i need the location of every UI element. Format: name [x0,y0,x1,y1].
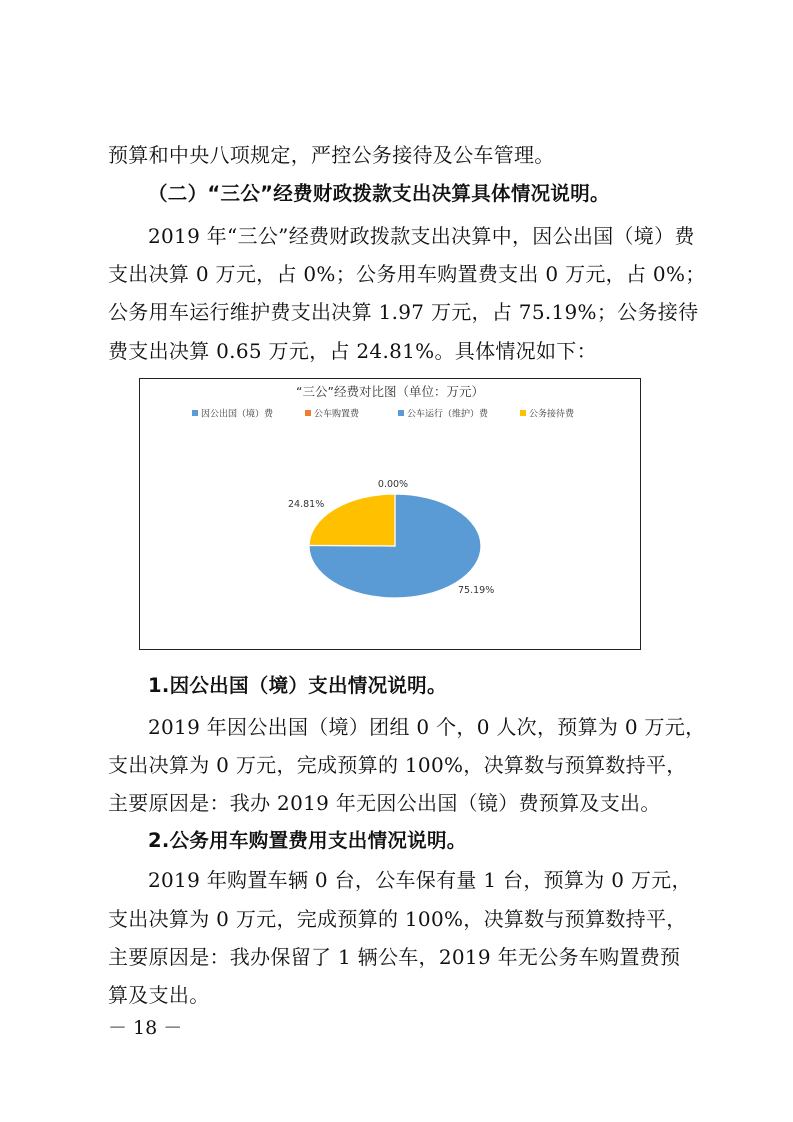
chart-title: “三公”经费对比图（单位：万元） [296,384,484,399]
data-label: 0.00% [377,479,409,490]
section-heading: （二）“三公”经费财政拨款支出决算具体情况说明。 [148,182,610,205]
legend-swatch [398,410,404,416]
legend-label: 公车购置费 [314,409,360,420]
text-line: 支出决算为 0 万元，完成预算的 100%，决算数与预算数持平， [108,907,687,931]
pie-chart [140,379,640,649]
text-line: 预算和中央八项规定，严控公务接待及公车管理。 [108,143,555,167]
chart-legend [192,408,575,420]
text-line: 费支出决算 0.65 万元，占 24.81%。具体情况如下： [108,339,597,363]
text-line: 公务用车运行维护费支出决算 1.97 万元，占 75.19%；公务接待 [108,300,699,324]
legend-swatch [520,410,526,416]
legend-label: 因公出国（境）费 [201,409,274,420]
text-line: 主要原因是：我办 2019 年无因公出国（镜）费预算及支出。 [108,791,661,815]
pie-chart-frame [139,378,641,650]
text-line: 2019 年“三公”经费财政拨款支出决算中，因公出国（境）费 [148,224,695,248]
page-number: － 18 － [108,1017,183,1039]
legend-label: 公车运行（维护）费 [407,409,489,420]
data-label: 24.81% [288,499,325,510]
text-line: 算及支出。 [108,983,210,1007]
text-line: 支出决算 0 万元，占 0%；公务用车购置费支出 0 万元，占 0%； [108,262,706,286]
pie-slices [309,494,481,598]
text-line: 2019 年购置车辆 0 台，公车保有量 1 台，预算为 0 万元， [148,868,692,892]
subsection-heading: 1.因公出国（境）支出情况说明。 [148,674,447,697]
text-line: 支出决算为 0 万元，完成预算的 100%，决算数与预算数持平， [108,753,687,777]
legend-label: 公务接待费 [529,409,575,420]
subsection-heading: 2.公务用车购置费用支出情况说明。 [148,829,467,852]
text-line: 主要原因是：我办保留了 1 辆公车，2019 年无公务车购置费预 [108,945,681,969]
data-label: 75.19% [458,585,495,596]
text-line: 2019 年因公出国（境）团组 0 个，0 人次，预算为 0 万元， [148,715,706,739]
legend-swatch [192,410,198,416]
legend-swatch [305,410,311,416]
